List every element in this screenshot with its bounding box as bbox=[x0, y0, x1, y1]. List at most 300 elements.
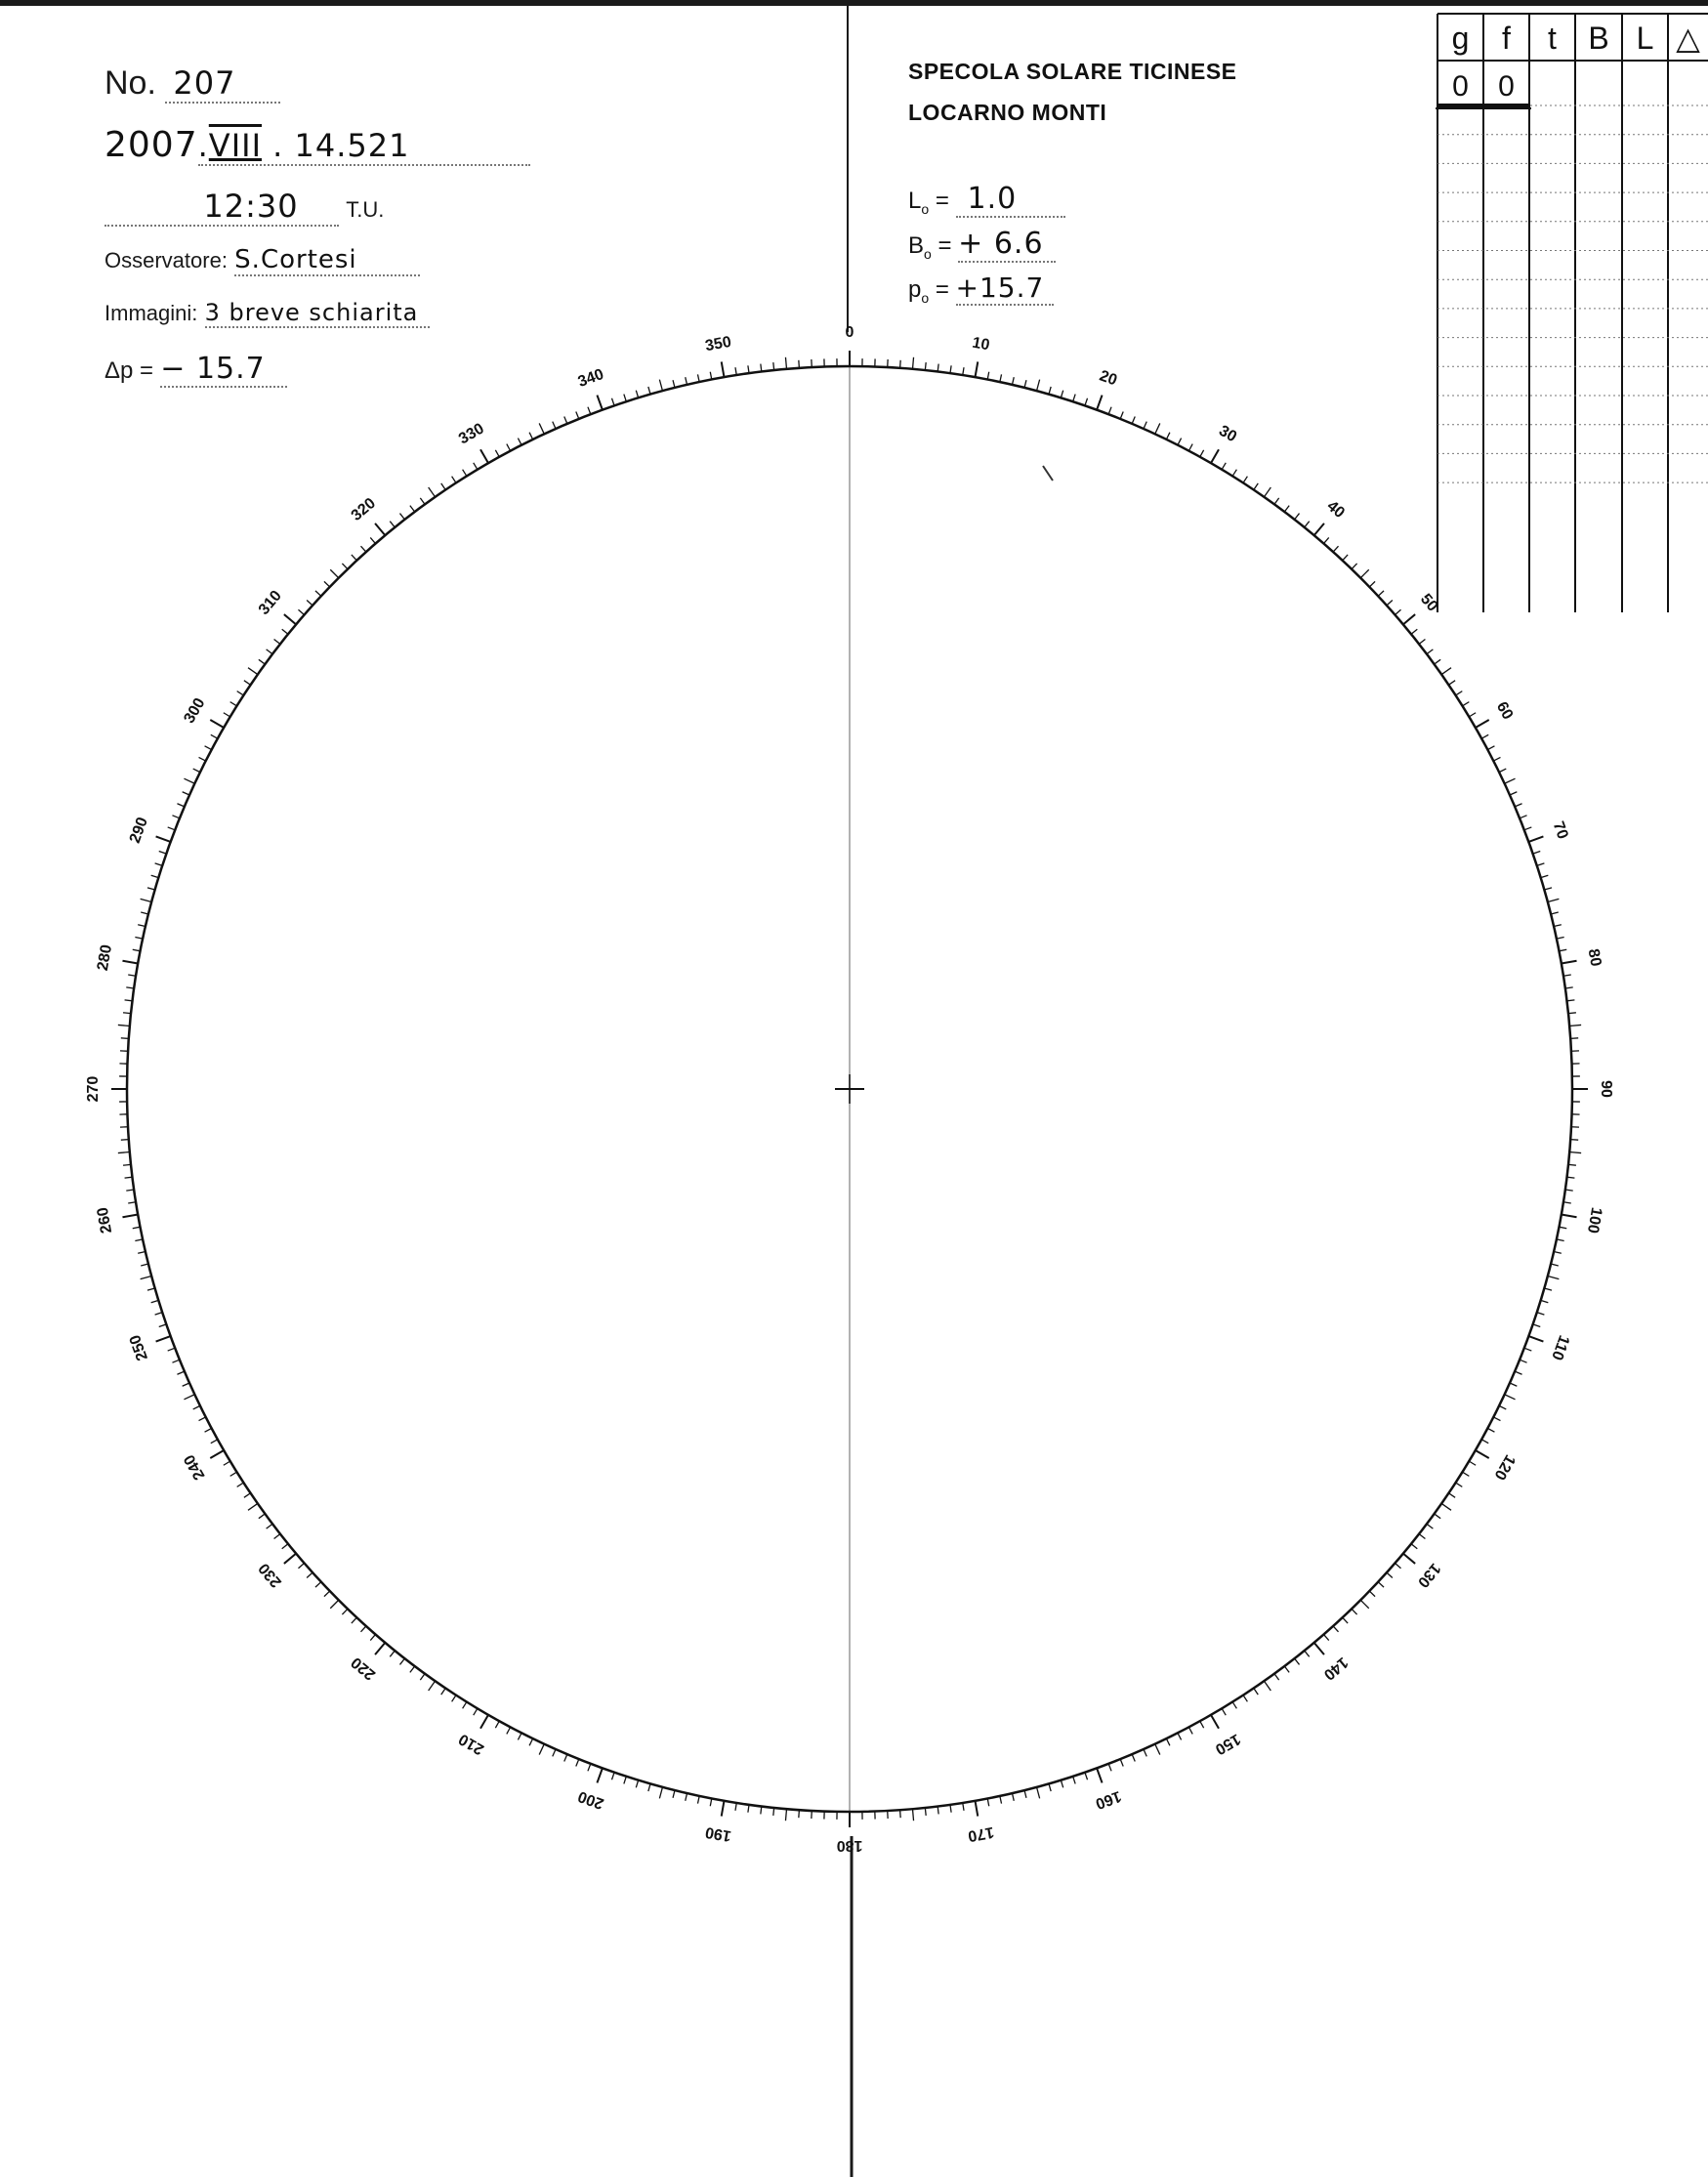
dial-tick bbox=[1551, 1264, 1559, 1266]
p0-label: p bbox=[908, 276, 922, 303]
dial-tick bbox=[177, 804, 184, 807]
dial-tick bbox=[360, 546, 365, 552]
dial-tick bbox=[1200, 450, 1204, 457]
dial-tick bbox=[1487, 746, 1494, 750]
dial-tick bbox=[1144, 1749, 1146, 1756]
dial-tick bbox=[118, 1025, 130, 1026]
table-header-3: t bbox=[1548, 21, 1557, 56]
observatory-name: SPECOLA SOLARE TICINESE bbox=[908, 59, 1237, 84]
dial-tick bbox=[1037, 1787, 1040, 1799]
p0-value[interactable]: +15.7 bbox=[956, 272, 1054, 306]
dial-label-210: 210 bbox=[456, 1730, 487, 1758]
dial-tick bbox=[274, 639, 280, 644]
dial-label-240: 240 bbox=[181, 1451, 209, 1483]
observer-label: Osservatore: bbox=[104, 248, 228, 272]
dial-tick bbox=[1435, 1514, 1440, 1519]
dial-label-100: 100 bbox=[1583, 1205, 1605, 1235]
dp-label: Δp = bbox=[104, 357, 154, 384]
dial-tick bbox=[1395, 1563, 1400, 1568]
dial-tick bbox=[799, 1810, 800, 1818]
pencil-mark bbox=[1043, 466, 1053, 481]
dial-tick bbox=[138, 925, 146, 927]
dial-tick bbox=[611, 398, 614, 406]
dial-tick bbox=[126, 987, 134, 988]
dial-tick bbox=[624, 1777, 626, 1784]
dial-tick bbox=[121, 1140, 129, 1141]
dial-tick bbox=[141, 1277, 152, 1279]
dial-label-270: 270 bbox=[85, 1075, 103, 1103]
dial-tick bbox=[1562, 1214, 1577, 1217]
date-value[interactable]: .VIII . 14.521 bbox=[198, 127, 530, 166]
dial-tick bbox=[564, 1754, 567, 1761]
dial-label-40: 40 bbox=[1323, 497, 1348, 523]
dial-tick bbox=[1435, 659, 1440, 664]
dial-tick bbox=[648, 387, 650, 395]
dial-tick bbox=[963, 1803, 964, 1811]
dp-value[interactable]: − 15.7 bbox=[160, 352, 287, 388]
dial-tick bbox=[1537, 863, 1545, 865]
dial-tick bbox=[474, 463, 478, 470]
dial-tick bbox=[352, 1617, 356, 1623]
dial-tick bbox=[168, 827, 175, 830]
dial-label-150: 150 bbox=[1212, 1730, 1243, 1758]
dial-tick bbox=[159, 851, 167, 854]
table-header-5: L bbox=[1636, 21, 1654, 56]
dial-tick bbox=[205, 746, 212, 750]
dial-tick bbox=[1369, 581, 1375, 587]
dial-label-0: 0 bbox=[845, 324, 854, 342]
dial-tick bbox=[1395, 609, 1400, 614]
dial-tick bbox=[1037, 380, 1040, 392]
dial-tick bbox=[1570, 1038, 1578, 1039]
dial-tick bbox=[1343, 555, 1348, 561]
dial-tick bbox=[122, 961, 138, 964]
dial-tick bbox=[1541, 875, 1549, 877]
dial-tick bbox=[156, 1336, 171, 1341]
group-table bbox=[1436, 12, 1708, 612]
time-unit: T.U. bbox=[346, 197, 385, 222]
dial-tick bbox=[1544, 888, 1552, 890]
dial-tick bbox=[1419, 639, 1425, 644]
dial-tick bbox=[564, 416, 567, 423]
dial-tick bbox=[1097, 1768, 1102, 1782]
dial-tick bbox=[429, 1681, 436, 1691]
dial-tick bbox=[576, 411, 579, 418]
dial-tick bbox=[597, 1768, 602, 1782]
dial-tick bbox=[1232, 1702, 1236, 1709]
table-cell-2: 0 bbox=[1498, 70, 1515, 103]
dial-tick bbox=[282, 629, 288, 634]
dial-label-190: 190 bbox=[703, 1822, 733, 1845]
dial-tick bbox=[298, 1563, 304, 1568]
dial-tick bbox=[1284, 1666, 1289, 1672]
dial-tick bbox=[1132, 416, 1135, 423]
dial-tick bbox=[1557, 1239, 1564, 1241]
dial-tick bbox=[1566, 1000, 1574, 1001]
table-grid bbox=[1436, 14, 1708, 612]
dial-tick bbox=[1448, 1493, 1455, 1497]
dial-label-130: 130 bbox=[1414, 1559, 1444, 1591]
dial-tick bbox=[1441, 1503, 1451, 1510]
number-value[interactable]: 207 bbox=[165, 64, 280, 104]
dial-tick bbox=[199, 757, 206, 761]
dial-tick bbox=[1456, 691, 1463, 695]
dial-tick bbox=[1554, 925, 1562, 927]
dial-tick bbox=[230, 702, 237, 706]
dial-tick bbox=[1403, 1554, 1415, 1564]
dial-tick bbox=[761, 364, 762, 372]
dial-tick bbox=[1284, 506, 1289, 512]
dial-tick bbox=[1132, 1754, 1135, 1761]
dial-tick bbox=[244, 1493, 251, 1497]
dial-tick bbox=[177, 1371, 184, 1374]
dial-tick bbox=[1524, 1348, 1531, 1351]
dial-tick bbox=[529, 1738, 533, 1745]
dial-tick bbox=[330, 569, 338, 577]
dial-tick bbox=[151, 875, 159, 877]
dial-label-60: 60 bbox=[1492, 698, 1517, 723]
dial-tick bbox=[1000, 1796, 1002, 1804]
dial-tick bbox=[1024, 380, 1026, 388]
dial-label-160: 160 bbox=[1093, 1787, 1124, 1813]
dial-tick bbox=[697, 374, 699, 382]
dial-tick bbox=[1097, 396, 1102, 410]
dial-tick bbox=[330, 1600, 338, 1608]
table-header-4: B bbox=[1588, 21, 1609, 56]
time-value[interactable]: 12:30 bbox=[104, 188, 339, 227]
b0-equals: = bbox=[937, 232, 952, 259]
dial-tick bbox=[237, 1483, 244, 1486]
dial-tick bbox=[937, 364, 938, 372]
dial-tick bbox=[1085, 1773, 1088, 1780]
dial-label-10: 10 bbox=[971, 334, 991, 355]
dial-tick bbox=[183, 792, 189, 795]
dial-tick bbox=[1515, 1371, 1521, 1374]
dial-tick bbox=[1360, 569, 1368, 577]
dial-tick bbox=[963, 367, 964, 375]
dial-tick bbox=[1411, 1544, 1417, 1549]
dial-tick bbox=[1528, 1336, 1543, 1341]
dial-tick bbox=[1499, 1405, 1506, 1409]
dial-tick bbox=[1333, 546, 1338, 552]
dial-tick bbox=[141, 912, 148, 914]
dial-tick bbox=[125, 1177, 133, 1178]
dial-label-70: 70 bbox=[1549, 818, 1571, 842]
dial-tick bbox=[1211, 1715, 1219, 1729]
dial-tick bbox=[925, 1808, 926, 1816]
dial-tick bbox=[324, 581, 330, 587]
dial-tick bbox=[1520, 1360, 1526, 1362]
dial-tick bbox=[1528, 836, 1543, 841]
dial-tick bbox=[1314, 1643, 1324, 1654]
dial-tick bbox=[987, 372, 989, 380]
dial-tick bbox=[1559, 1227, 1566, 1229]
dial-tick bbox=[1232, 470, 1236, 477]
dial-tick bbox=[1551, 912, 1559, 914]
dial-tick bbox=[199, 1417, 206, 1421]
dial-tick bbox=[597, 396, 602, 410]
dial-tick bbox=[987, 1798, 989, 1806]
dial-tick bbox=[370, 537, 375, 543]
dial-tick bbox=[121, 1038, 129, 1039]
dial-tick bbox=[697, 1796, 699, 1804]
dial-tick bbox=[282, 1544, 288, 1549]
dial-tick bbox=[518, 1733, 521, 1739]
dial-tick bbox=[1061, 1780, 1062, 1788]
dial-tick bbox=[1188, 444, 1192, 451]
dial-tick bbox=[1411, 629, 1417, 634]
dial-tick bbox=[1487, 1428, 1494, 1432]
dial-tick bbox=[399, 514, 404, 520]
dial-tick bbox=[399, 1658, 404, 1664]
dial-tick bbox=[785, 1809, 786, 1821]
dial-tick bbox=[480, 449, 488, 463]
dial-tick bbox=[937, 1806, 938, 1814]
dial-tick bbox=[183, 1383, 189, 1386]
dial-tick bbox=[1323, 1634, 1328, 1640]
dial-label-320: 320 bbox=[348, 494, 380, 524]
dial-tick bbox=[529, 433, 533, 440]
dial-tick bbox=[1520, 816, 1526, 818]
table-cell-1: 0 bbox=[1452, 70, 1469, 103]
dial-tick bbox=[1378, 1582, 1384, 1587]
dial-tick bbox=[539, 423, 544, 434]
dial-tick bbox=[1264, 1681, 1271, 1691]
dial-tick bbox=[1120, 1759, 1123, 1766]
p0-equals: = bbox=[935, 276, 949, 303]
dial-tick bbox=[315, 591, 321, 596]
dial-tick bbox=[463, 470, 467, 477]
dial-tick bbox=[1049, 387, 1051, 395]
b0-value[interactable]: + 6.6 bbox=[958, 227, 1056, 263]
dial-tick bbox=[1178, 1733, 1182, 1739]
dial-tick bbox=[722, 361, 725, 377]
dial-tick bbox=[375, 1643, 385, 1654]
dial-label-250: 250 bbox=[126, 1332, 151, 1363]
dial-tick bbox=[155, 863, 163, 865]
dial-tick bbox=[710, 1798, 712, 1806]
dial-tick bbox=[659, 1787, 662, 1799]
dial-tick bbox=[307, 600, 312, 605]
dial-tick bbox=[1499, 769, 1506, 773]
dial-tick bbox=[224, 713, 230, 717]
dial-tick bbox=[1049, 1783, 1051, 1791]
dial-tick bbox=[673, 1790, 675, 1798]
dial-tick bbox=[211, 734, 218, 738]
dial-tick bbox=[1274, 1674, 1279, 1680]
dial-tick bbox=[1305, 1651, 1310, 1656]
dial-tick bbox=[1559, 949, 1566, 951]
dial-tick bbox=[1144, 422, 1146, 429]
date-month: VIII bbox=[208, 127, 262, 164]
dial-tick bbox=[1569, 1025, 1581, 1026]
dial-tick bbox=[211, 1440, 218, 1444]
dial-tick bbox=[1427, 1524, 1433, 1528]
dial-tick bbox=[710, 372, 712, 380]
dial-tick bbox=[1155, 1744, 1160, 1755]
dial-label-30: 30 bbox=[1216, 422, 1240, 446]
dial-tick bbox=[1481, 1440, 1488, 1444]
dial-tick bbox=[1352, 564, 1357, 569]
dial-tick bbox=[975, 1801, 978, 1817]
dial-label-170: 170 bbox=[966, 1822, 996, 1845]
dial-tick bbox=[1469, 713, 1476, 717]
observer-value[interactable]: S.Cortesi bbox=[234, 245, 420, 276]
dial-tick bbox=[168, 1348, 175, 1351]
dial-tick bbox=[507, 1727, 511, 1734]
dial-tick bbox=[342, 1609, 348, 1614]
dial-tick bbox=[1537, 1313, 1545, 1315]
dial-tick bbox=[230, 1472, 237, 1476]
dial-tick bbox=[248, 1503, 258, 1510]
dial-tick bbox=[1254, 483, 1258, 490]
dial-tick bbox=[1108, 407, 1111, 414]
l0-subscript: o bbox=[921, 200, 930, 217]
dial-tick bbox=[480, 1715, 488, 1729]
dial-tick bbox=[1211, 449, 1219, 463]
dial-label-260: 260 bbox=[94, 1205, 116, 1235]
dial-tick bbox=[636, 391, 638, 398]
dial-tick bbox=[441, 483, 445, 490]
dial-tick bbox=[138, 1251, 146, 1253]
dial-tick bbox=[122, 1214, 138, 1217]
dial-tick bbox=[1188, 1727, 1192, 1734]
dial-tick bbox=[1343, 1617, 1348, 1623]
dial-tick bbox=[159, 1324, 167, 1327]
dial-tick bbox=[390, 1651, 395, 1656]
dial-tick bbox=[342, 564, 348, 569]
dial-tick bbox=[1419, 1534, 1425, 1539]
dial-tick bbox=[307, 1572, 312, 1577]
dial-tick bbox=[210, 720, 224, 728]
dial-tick bbox=[1222, 463, 1226, 470]
images-value[interactable]: 3 breve schiarita bbox=[205, 299, 430, 328]
dial-tick bbox=[648, 1783, 650, 1791]
dial-tick bbox=[284, 1554, 296, 1564]
dial-tick bbox=[636, 1780, 638, 1788]
dial-label-110: 110 bbox=[1548, 1332, 1572, 1362]
dial-tick bbox=[1155, 423, 1160, 434]
dial-tick bbox=[1469, 1461, 1476, 1465]
dial-tick bbox=[912, 357, 913, 369]
dial-label-350: 350 bbox=[703, 333, 733, 356]
dial-tick bbox=[441, 1688, 445, 1695]
p0-subscript: o bbox=[921, 289, 930, 306]
dial-label-80: 80 bbox=[1584, 947, 1604, 968]
dial-tick bbox=[1073, 395, 1075, 402]
dial-tick bbox=[1012, 1793, 1014, 1801]
dial-tick bbox=[151, 1300, 159, 1302]
dial-tick bbox=[118, 1151, 130, 1152]
dial-tick bbox=[123, 1164, 131, 1165]
dial-tick bbox=[1200, 1721, 1204, 1728]
dial-tick bbox=[1073, 1777, 1075, 1784]
dial-tick bbox=[495, 1721, 499, 1728]
dial-tick bbox=[1387, 600, 1393, 605]
dial-tick bbox=[128, 975, 136, 976]
dial-tick bbox=[1264, 487, 1271, 497]
dial-tick bbox=[748, 365, 749, 373]
dial-tick bbox=[673, 380, 675, 388]
dial-tick bbox=[1563, 975, 1571, 976]
dial-tick bbox=[1352, 1609, 1357, 1614]
dial-tick bbox=[420, 498, 425, 504]
dial-tick bbox=[735, 1803, 736, 1811]
dial-tick bbox=[274, 1534, 280, 1539]
dial-tick bbox=[1463, 702, 1470, 706]
dial-tick bbox=[1295, 1658, 1300, 1664]
dial-tick bbox=[474, 1708, 478, 1715]
dial-tick bbox=[624, 395, 626, 402]
dial-tick bbox=[193, 769, 200, 773]
dial-tick bbox=[1166, 433, 1170, 440]
dial-tick bbox=[1378, 591, 1384, 596]
dial-tick bbox=[410, 1666, 415, 1672]
dial-tick bbox=[1481, 734, 1488, 738]
dial-tick bbox=[1427, 649, 1433, 654]
dial-tick bbox=[1403, 614, 1415, 624]
dial-tick bbox=[553, 1749, 556, 1756]
dial-tick bbox=[686, 1793, 687, 1801]
dial-tick bbox=[133, 1227, 141, 1229]
dial-tick bbox=[284, 614, 296, 624]
dial-tick bbox=[1061, 391, 1062, 398]
dial-tick bbox=[210, 1450, 224, 1458]
dial-tick bbox=[748, 1805, 749, 1813]
dial-tick bbox=[1120, 411, 1123, 418]
dial-tick bbox=[1463, 1472, 1470, 1476]
dial-tick bbox=[452, 477, 456, 483]
number-label: No. bbox=[104, 64, 156, 102]
dial-tick bbox=[722, 1801, 725, 1817]
dial-tick bbox=[686, 377, 687, 385]
dial-tick bbox=[975, 361, 978, 377]
dial-tick bbox=[1222, 1708, 1226, 1715]
dial-label-90: 90 bbox=[1597, 1080, 1614, 1098]
dial-label-310: 310 bbox=[255, 587, 285, 619]
dial-tick bbox=[125, 1000, 133, 1001]
dial-tick bbox=[1544, 1288, 1552, 1290]
dial-tick bbox=[141, 1264, 148, 1266]
dial-tick bbox=[518, 439, 521, 445]
dial-tick bbox=[298, 609, 304, 614]
dial-tick bbox=[912, 1809, 913, 1821]
dial-tick bbox=[156, 836, 171, 841]
dial-tick bbox=[155, 1313, 163, 1315]
dial-tick bbox=[1243, 1696, 1247, 1702]
dial-tick bbox=[147, 1288, 155, 1290]
dial-tick bbox=[259, 659, 265, 664]
dial-tick bbox=[1568, 1164, 1576, 1165]
dial-label-300: 300 bbox=[181, 695, 209, 727]
dial-tick bbox=[1505, 778, 1516, 783]
l0-value[interactable]: 1.0 bbox=[956, 182, 1065, 218]
dial-tick bbox=[1570, 1140, 1578, 1141]
dial-tick bbox=[224, 1461, 230, 1465]
dial-tick bbox=[352, 555, 356, 561]
table-header-2: f bbox=[1502, 21, 1511, 56]
dial-tick bbox=[1524, 827, 1531, 830]
dial-tick bbox=[785, 357, 786, 369]
table-header-6: △ bbox=[1676, 21, 1700, 56]
dial-tick bbox=[315, 1582, 321, 1587]
dial-tick bbox=[128, 1202, 136, 1203]
dial-tick bbox=[375, 523, 385, 535]
dial-tick bbox=[452, 1696, 456, 1702]
dial-tick bbox=[1333, 1626, 1338, 1632]
table-header-1: g bbox=[1451, 21, 1470, 56]
dial-tick bbox=[900, 360, 901, 368]
